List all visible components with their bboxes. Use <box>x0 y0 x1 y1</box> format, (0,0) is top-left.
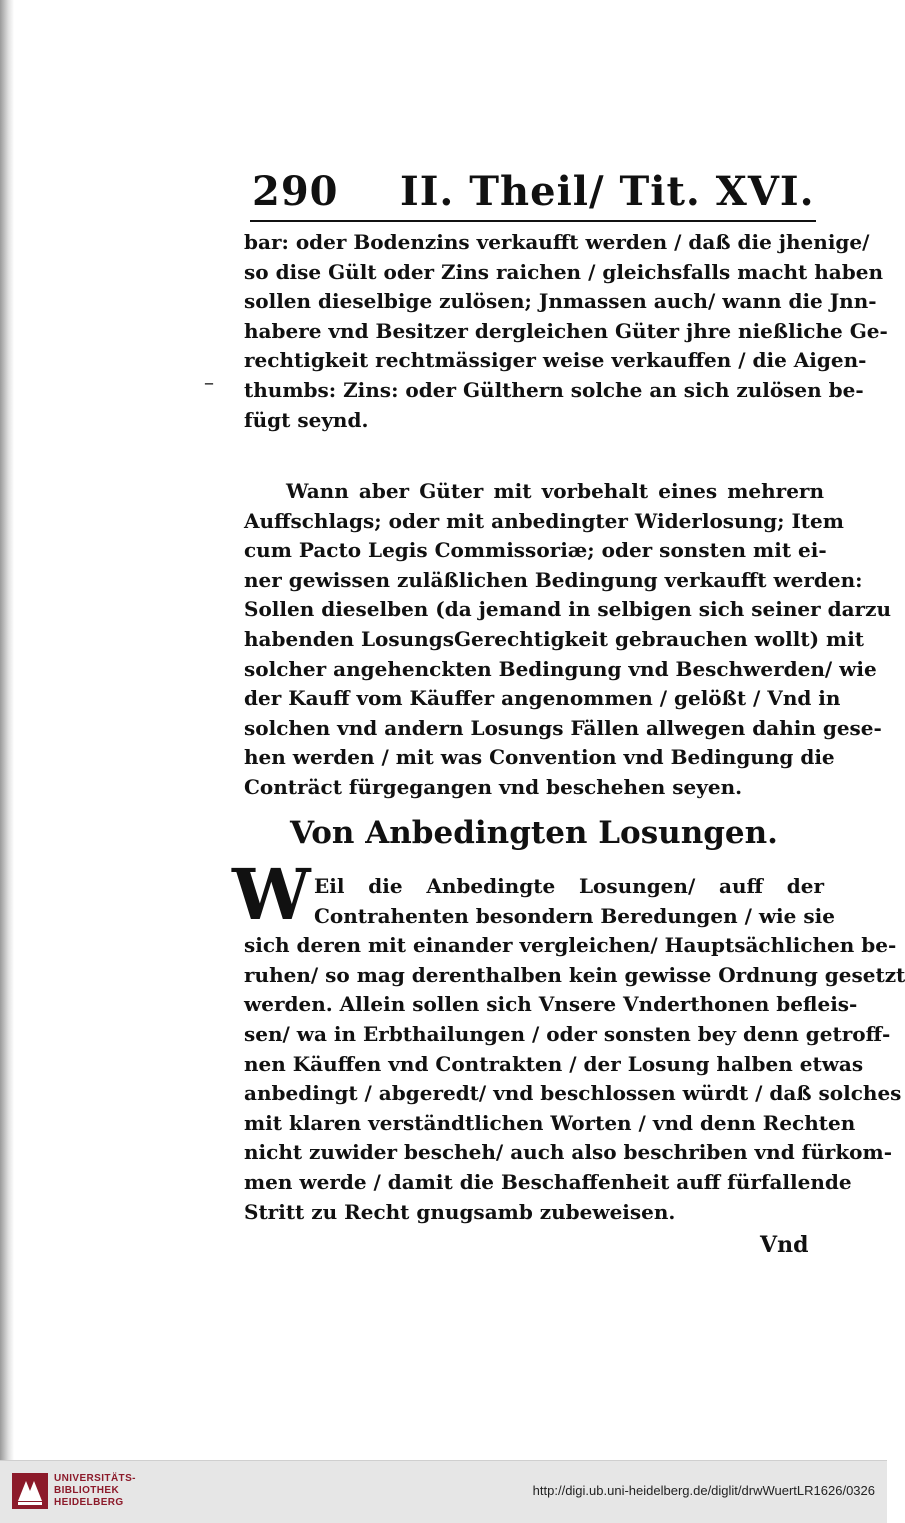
margin-mark: – <box>204 370 214 394</box>
text-line: thumbs: Zins: oder Gülthern solche an sich zulösen be- <box>244 377 864 402</box>
institution-line: BIBLIOTHEK <box>54 1485 120 1496</box>
text-line: Eil die Anbedingte Losungen/ auff der <box>314 874 824 898</box>
text-line: Stritt zu Recht gnugsamb zubeweisen. <box>244 1199 676 1224</box>
text-line: Sollen dieselben (da jemand in selbigen sich seiner darzu <box>244 597 891 622</box>
running-header <box>252 168 815 218</box>
text-line: solcher angehenckten Bedingung vnd Beschwerden/ wie <box>244 656 877 681</box>
text-line: bar: oder Bodenzins verkaufft werden / daß die jhenige/ <box>244 230 870 254</box>
text-line: Contrahenten besondern Beredungen / wie sie <box>314 903 835 928</box>
text-line: ruhen/ so mag derenthalben kein gewisse Ordnung gesetzt <box>244 962 905 987</box>
permalink-url[interactable]: http://digi.ub.uni-heidelberg.de/diglit/drwWuertLR1626/0326 <box>532 1483 875 1498</box>
institution-name <box>54 1473 136 1509</box>
drop-initial: W <box>232 853 311 936</box>
part-title: II. Theil/ Tit. XVI. <box>400 168 815 215</box>
text-line: hen werden / mit was Convention vnd Bedingung die <box>244 745 835 770</box>
header-rule <box>250 220 816 222</box>
text-line: anbedingt / abgeredt/ vnd beschlossen würdt / daß solches <box>244 1081 902 1106</box>
text-line: ner gewissen zuläßlichen Bedingung verkaufft werden: <box>244 567 863 592</box>
text-line: nicht zuwider bescheh/ auch also beschriben vnd fürkom- <box>244 1140 892 1165</box>
paragraph-2 <box>244 477 891 803</box>
text-line: werden. Allein sollen sich Vnsere Vnderthonen befleis- <box>244 992 858 1017</box>
paragraph-3 <box>244 872 905 1227</box>
text-line: der Kauff vom Käuffer angenommen / gelößt / Vnd in <box>244 686 841 711</box>
viewer-footer <box>0 1460 887 1523</box>
university-logo-icon <box>12 1473 48 1509</box>
text-line: cum Pacto Legis Commissoriæ; oder sonsten mit ei- <box>244 538 827 563</box>
text-line: habere vnd Besitzer dergleichen Güter jhre nießliche Ge- <box>244 318 888 343</box>
text-line: sollen dieselbige zulösen; Jnmassen auch/ wann die Jnn- <box>244 289 877 314</box>
text-line: mit klaren verständtlichen Worten / vnd denn Rechten <box>244 1110 856 1135</box>
text-line: Auffschlags; oder mit anbedingter Widerlosung; Item <box>244 508 844 533</box>
binding-shadow <box>0 0 14 1460</box>
text-line: sich deren mit einander vergleichen/ Hauptsächlichen be- <box>244 933 897 958</box>
text-line: men werde / damit die Beschaffenheit auff fürfallende <box>244 1169 852 1194</box>
text-line: nen Käuffen vnd Contrakten / der Losung halben etwas <box>244 1051 864 1076</box>
text-line: fügt seynd. <box>244 407 369 432</box>
section-heading: Von Anbedingten Losungen. <box>290 815 778 851</box>
institution-line: HEIDELBERG <box>54 1497 124 1508</box>
text-line: Wann aber Güter mit vorbehalt eines mehrern <box>286 479 824 503</box>
page-number: 290 <box>252 168 339 215</box>
text-line: habenden LosungsGerechtigkeit gebrauchen wollt) mit <box>244 626 865 651</box>
text-line: rechtigkeit rechtmässiger weise verkauffen / die Aigen- <box>244 348 867 373</box>
catchword: Vnd <box>760 1232 809 1258</box>
text-line: so dise Gült oder Zins raichen / gleichsfalls macht haben <box>244 259 883 284</box>
text-line: solchen vnd andern Losungs Fällen allwegen dahin gese- <box>244 715 882 740</box>
text-line: sen/ wa in Erbthailungen / oder sonsten bey denn getroff- <box>244 1021 891 1046</box>
institution-line: UNIVERSITÄTS- <box>54 1473 136 1484</box>
text-line: Conträct fürgegangen vnd beschehen seyen. <box>244 774 743 799</box>
paragraph-1 <box>244 228 888 435</box>
